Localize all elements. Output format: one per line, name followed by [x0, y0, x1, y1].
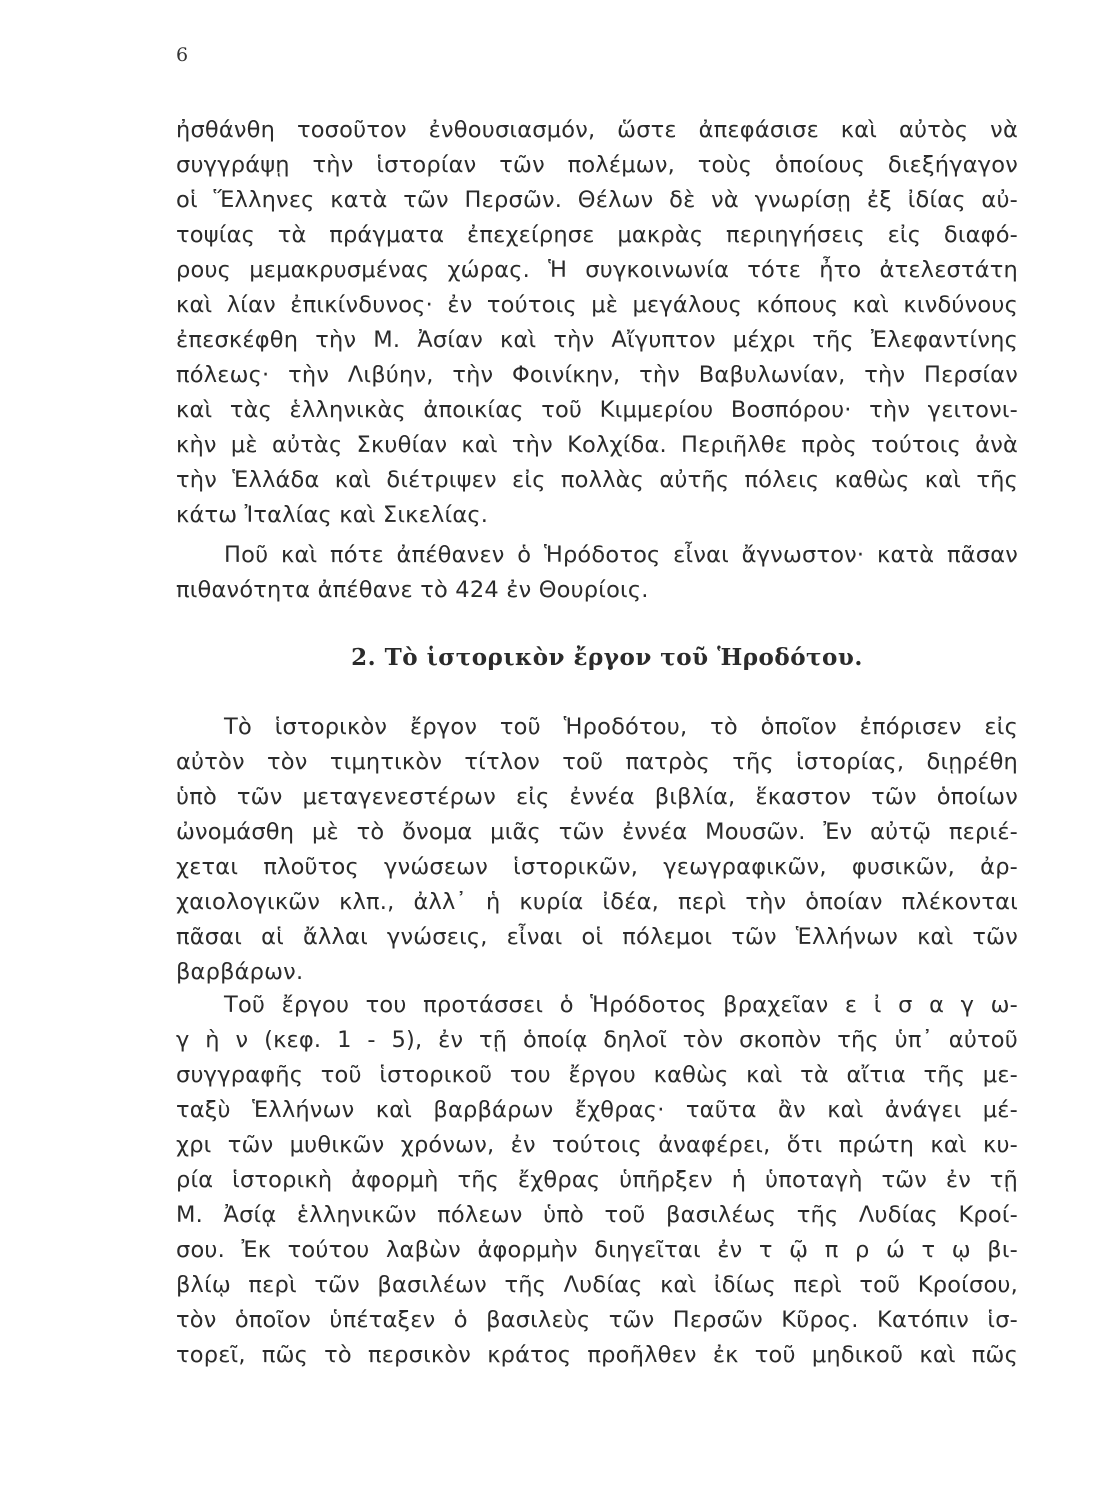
text-line: Τὸ ἱστορικὸν ἔργον τοῦ Ἡροδότου, τὸ ὁποῖον ἐπόρισεν εἰς — [224, 714, 1018, 740]
text-line: Τοῦ ἔργου του προτάσσει ὁ Ἡρόδοτος βραχεῖαν ε ἰ σ α γ ω- — [224, 992, 1018, 1018]
text-line: τορεῖ, πῶς τὸ περσικὸν κράτος προῆλθεν ἐκ τοῦ μηδικοῦ καὶ πῶς — [176, 1342, 1018, 1368]
text-line: χαιολογικῶν κλπ., ἀλλ᾿ ἡ κυρία ἰδέα, περὶ τὴν ὁποίαν πλέκονται — [176, 889, 1018, 915]
text-line: ταξὺ Ἑλλήνων καὶ βαρβάρων ἔχθρας· ταῦτα ἂν καὶ ἀνάγει μέ- — [176, 1097, 1018, 1123]
text-line: ὑπὸ τῶν μεταγενεστέρων εἰς ἐννέα βιβλία, ἕκαστον τῶν ὁποίων — [176, 784, 1018, 810]
paragraph-historical-work — [176, 710, 1018, 990]
text-line: Ποῦ καὶ πότε ἀπέθανεν ὁ Ἡρόδοτος εἶναι ἄγνωστον· κατὰ πᾶσαν — [224, 542, 1018, 568]
text-line: συγγράψῃ τὴν ἱστορίαν τῶν πολέμων, τοὺς ὁποίους διεξήγαγον — [176, 152, 1018, 178]
text-line: χρι τῶν μυθικῶν χρόνων, ἐν τούτοις ἀναφέρει, ὅτι πρώτη καὶ κυ- — [176, 1132, 1018, 1158]
text-line: οἱ Ἕλληνες κατὰ τῶν Περσῶν. Θέλων δὲ νὰ γνωρίσῃ ἐξ ἰδίας αὐ- — [176, 187, 1018, 213]
paragraph-herodotus-death — [176, 538, 1018, 608]
text-line: συγγραφῆς τοῦ ἱστορικοῦ του ἔργου καθὼς καὶ τὰ αἴτια τῆς με- — [176, 1062, 1018, 1088]
text-line: τοψίας τὰ πράγματα ἐπεχείρησε μακρὰς περιηγήσεις εἰς διαφό- — [176, 222, 1018, 248]
text-line: καὶ λίαν ἐπικίνδυνος· ἐν τούτοις μὲ μεγάλους κόπους καὶ κινδύνους — [176, 292, 1018, 318]
text-line: ὠνομάσθη μὲ τὸ ὄνομα μιᾶς τῶν ἐννέα Μουσῶν. Ἐν αὐτῷ περιέ- — [176, 819, 1018, 845]
text-line: ἐπεσκέφθη τὴν Μ. Ἀσίαν καὶ τὴν Αἴγυπτον μέχρι τῆς Ἐλεφαντίνης — [176, 327, 1018, 353]
text-line: πιθανότητα ἀπέθανε τὸ 424 ἐν Θουρίοις. — [176, 577, 649, 603]
text-line: χεται πλοῦτος γνώσεων ἱστορικῶν, γεωγραφικῶν, φυσικῶν, ἀρ- — [176, 854, 1018, 880]
text-line: Μ. Ἀσίᾳ ἑλληνικῶν πόλεων ὑπὸ τοῦ βασιλέως τῆς Λυδίας Κροί- — [176, 1202, 1018, 1228]
paragraph-introduction — [176, 988, 1018, 1373]
text-line: βλίῳ περὶ τῶν βασιλέων τῆς Λυδίας καὶ ἰδίως περὶ τοῦ Κροίσου, — [176, 1272, 1018, 1298]
text-line: κάτω Ἰταλίας καὶ Σικελίας. — [176, 502, 489, 528]
text-line: ἠσθάνθη τοσοῦτον ἐνθουσιασμόν, ὥστε ἀπεφάσισε καὶ αὐτὸς νὰ — [176, 117, 1018, 143]
text-line: βαρβάρων. — [176, 959, 304, 985]
text-line: αὐτὸν τὸν τιμητικὸν τίτλον τοῦ πατρὸς τῆς ἱστορίας, διῃρέθη — [176, 749, 1018, 775]
text-line: καὶ τὰς ἑλληνικὰς ἀποικίας τοῦ Κιμμερίου Βοσπόρου· τὴν γειτονι- — [176, 397, 1018, 423]
text-line: ρία ἱστορικὴ ἀφορμὴ τῆς ἔχθρας ὑπῆρξεν ἡ ὑποταγὴ τῶν ἐν τῇ — [176, 1167, 1018, 1193]
text-line: τὸν ὁποῖον ὑπέταξεν ὁ βασιλεὺς τῶν Περσῶν Κῦρος. Κατόπιν ἱσ- — [176, 1307, 1018, 1333]
page-number: 6 — [176, 44, 189, 66]
text-line: πᾶσαι αἱ ἄλλαι γνώσεις, εἶναι οἱ πόλεμοι τῶν Ἑλλήνων καὶ τῶν — [176, 924, 1018, 950]
text-line: τὴν Ἑλλάδα καὶ διέτριψεν εἰς πολλὰς αὐτῆς πόλεις καθὼς καὶ τῆς — [176, 467, 1018, 493]
text-line: γ ὴ ν (κεφ. 1 - 5), ἐν τῇ ὁποίᾳ δηλοῖ τὸν σκοπὸν τῆς ὑπ᾿ αὐτοῦ — [176, 1027, 1018, 1053]
text-line: πόλεως· τὴν Λιβύην, τὴν Φοινίκην, τὴν Βαβυλωνίαν, τὴν Περσίαν — [176, 362, 1018, 388]
paragraph-herodotus-travels — [176, 113, 1018, 533]
text-line: σου. Ἐκ τούτου λαβὼν ἀφορμὴν διηγεῖται ἐν τ ῷ π ρ ώ τ ῳ βι- — [176, 1237, 1018, 1263]
section-heading: 2. Τὸ ἱστορικὸν ἔργον τοῦ Ἡροδότου. — [351, 644, 863, 671]
text-line: ρους μεμακρυσμένας χώρας. Ἡ συγκοινωνία τότε ἦτο ἀτελεστάτη — [176, 257, 1018, 283]
text-line: κὴν μὲ αὐτὰς Σκυθίαν καὶ τὴν Κολχίδα. Περιῆλθε πρὸς τούτοις ἀνὰ — [176, 432, 1018, 458]
